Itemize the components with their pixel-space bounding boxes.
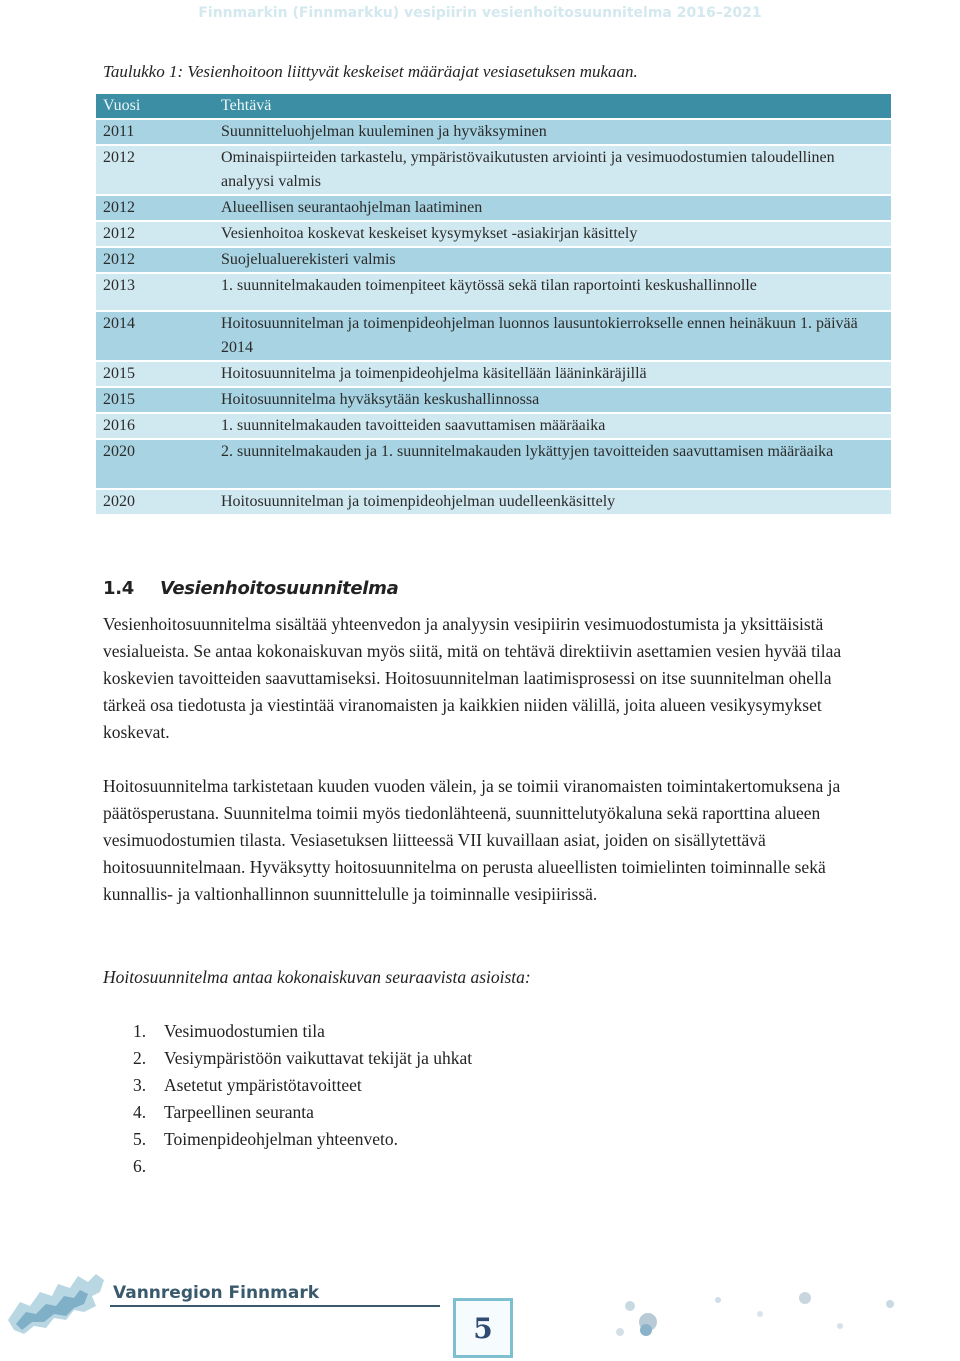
- list-item: [133, 1072, 472, 1099]
- table-row: [96, 440, 891, 488]
- row-year: 2011: [96, 120, 215, 144]
- row-task: Hoitosuunnitelman ja toimenpideohjelman luonnos lausuntokierrokselle ennen heinäkuun 1. päivää 2014: [215, 312, 891, 360]
- running-header: Finnmarkin (Finnmarkku) vesipiirin vesienhoitosuunnitelma 2016–2021: [198, 5, 762, 21]
- list-item: [133, 1045, 472, 1072]
- list-item: [133, 1099, 472, 1126]
- water-drops-icon: [600, 1270, 960, 1361]
- header-year: Vuosi: [96, 94, 215, 118]
- row-year: 2016: [96, 414, 215, 438]
- footer-brand: Vannregion Finnmark: [113, 1283, 320, 1303]
- row-task: Alueellisen seurantaohjelman laatiminen: [215, 196, 891, 220]
- list-item-number: 6.: [133, 1156, 147, 1176]
- list-item-text: Vesiympäristöön vaikuttavat tekijät ja uhkat: [164, 1048, 473, 1068]
- row-year: 2012: [96, 196, 215, 220]
- body-paragraph-2: Hoitosuunnitelma tarkistetaan kuuden vuoden välein, ja se toimii viranomaisten toimintakertomuksena ja päätösperustana. Suunnitelma toimii myös tiedonlähteenä, suunnittelutyökaluna sekä raporttina alueen vesimuodostumien tilasta. Vesiasetuksen liitteessä VII kuvaillaan asiat, joiden on sisällytettävä hoitosuunnitelmaan. Hyväksytty hoitosuunnitelma on perusta alueellisten toimielinten toiminnalle sekä kunnallis- ja valtionhallinnon suunnittelulle ja toiminnalle vesipiirissä.: [103, 776, 841, 904]
- list-item: [133, 1153, 472, 1180]
- list-item-number: 4.: [133, 1102, 147, 1122]
- row-year: 2014: [96, 312, 215, 360]
- row-task: Ominaispiirteiden tarkastelu, ympäristövaikutusten arviointi ja vesimuodostumien taloudellinen analyysi valmis: [215, 146, 891, 194]
- list-item-text: Asetetut ympäristötavoitteet: [164, 1075, 362, 1095]
- table-row: [96, 388, 891, 412]
- list-item: [133, 1126, 472, 1153]
- footer-divider: [110, 1305, 440, 1307]
- list-item-number: 5.: [133, 1129, 147, 1149]
- row-task: 1. suunnitelmakauden tavoitteiden saavuttamisen määräaika: [215, 414, 891, 438]
- table-row: [96, 196, 891, 220]
- table-row: [96, 362, 891, 386]
- list-intro: Hoitosuunnitelma antaa kokonaiskuvan seuraavista asioista:: [103, 967, 531, 987]
- row-year: 2013: [96, 274, 215, 310]
- row-year: 2015: [96, 388, 215, 412]
- finnmark-map-logo-icon: [0, 1262, 330, 1361]
- row-task: 1. suunnitelmakauden toimenpiteet käytössä sekä tilan raportointi keskushallinnolle: [215, 274, 891, 310]
- row-task: Hoitosuunnitelman ja toimenpideohjelman uudelleenkäsittely: [215, 490, 891, 514]
- deadlines-table: [96, 92, 891, 516]
- row-task: Hoitosuunnitelma ja toimenpideohjelma käsitellään lääninkäräjillä: [215, 362, 891, 386]
- row-year: 2012: [96, 146, 215, 194]
- list-item-number: 1.: [133, 1021, 147, 1041]
- row-year: 2015: [96, 362, 215, 386]
- list-item-text: Tarpeellinen seuranta: [164, 1102, 314, 1122]
- list-item-text: Toimenpideohjelman yhteenveto.: [164, 1129, 398, 1149]
- table-row: [96, 120, 891, 144]
- table-header-row: [96, 94, 891, 118]
- table-row: [96, 274, 891, 310]
- table-row: [96, 312, 891, 360]
- table-row: [96, 414, 891, 438]
- page-number: 5: [453, 1298, 513, 1358]
- section-title: Vesienhoitosuunnitelma: [160, 578, 399, 599]
- row-task: Vesienhoitoa koskevat keskeiset kysymykset -asiakirjan käsittely: [215, 222, 891, 246]
- row-year: 2012: [96, 248, 215, 272]
- section-number: 1.4: [103, 578, 134, 599]
- row-task: 2. suunnitelmakauden ja 1. suunnitelmakauden lykättyjen tavoitteiden saavuttamisen määräaika: [215, 440, 891, 488]
- row-task: Suojelualuerekisteri valmis: [215, 248, 891, 272]
- table-caption: Taulukko 1: Vesienhoitoon liittyvät keskeiset määräajat vesiasetuksen mukaan.: [103, 62, 638, 81]
- list-item-number: 2.: [133, 1048, 147, 1068]
- row-year: 2020: [96, 440, 215, 488]
- row-year: 2020: [96, 490, 215, 514]
- section-heading: [103, 578, 398, 599]
- table-row: [96, 222, 891, 246]
- list-item: [133, 1018, 472, 1045]
- list-item-number: 3.: [133, 1075, 147, 1095]
- table-row: [96, 490, 891, 514]
- list-item-text: Vesimuodostumien tila: [164, 1021, 325, 1041]
- table-row: [96, 146, 891, 194]
- table-row: [96, 248, 891, 272]
- row-task: Hoitosuunnitelma hyväksytään keskushallinnossa: [215, 388, 891, 412]
- header-task: Tehtävä: [215, 94, 891, 118]
- row-task: Suunnitteluohjelman kuuleminen ja hyväksyminen: [215, 120, 891, 144]
- contents-list: [133, 1018, 472, 1180]
- row-year: 2012: [96, 222, 215, 246]
- body-paragraph-1: Vesienhoitosuunnitelma sisältää yhteenvedon ja analyysin vesipiirin vesimuodostumista ja yksittäisistä vesialueista. Se antaa kokonaiskuvan myös siitä, mitä on tehtävä direktiivin asettamien vesien hyvää tilaa koskevien tavoitteiden saavuttamiseksi. Hoitosuunnitelman laatimisprosessi on itse suunnitelman ohella tärkeä osa tiedotusta ja viestintää viranomaisten ja kaikkien niiden välillä, joita alueen vesikysymykset koskevat.: [103, 614, 842, 742]
